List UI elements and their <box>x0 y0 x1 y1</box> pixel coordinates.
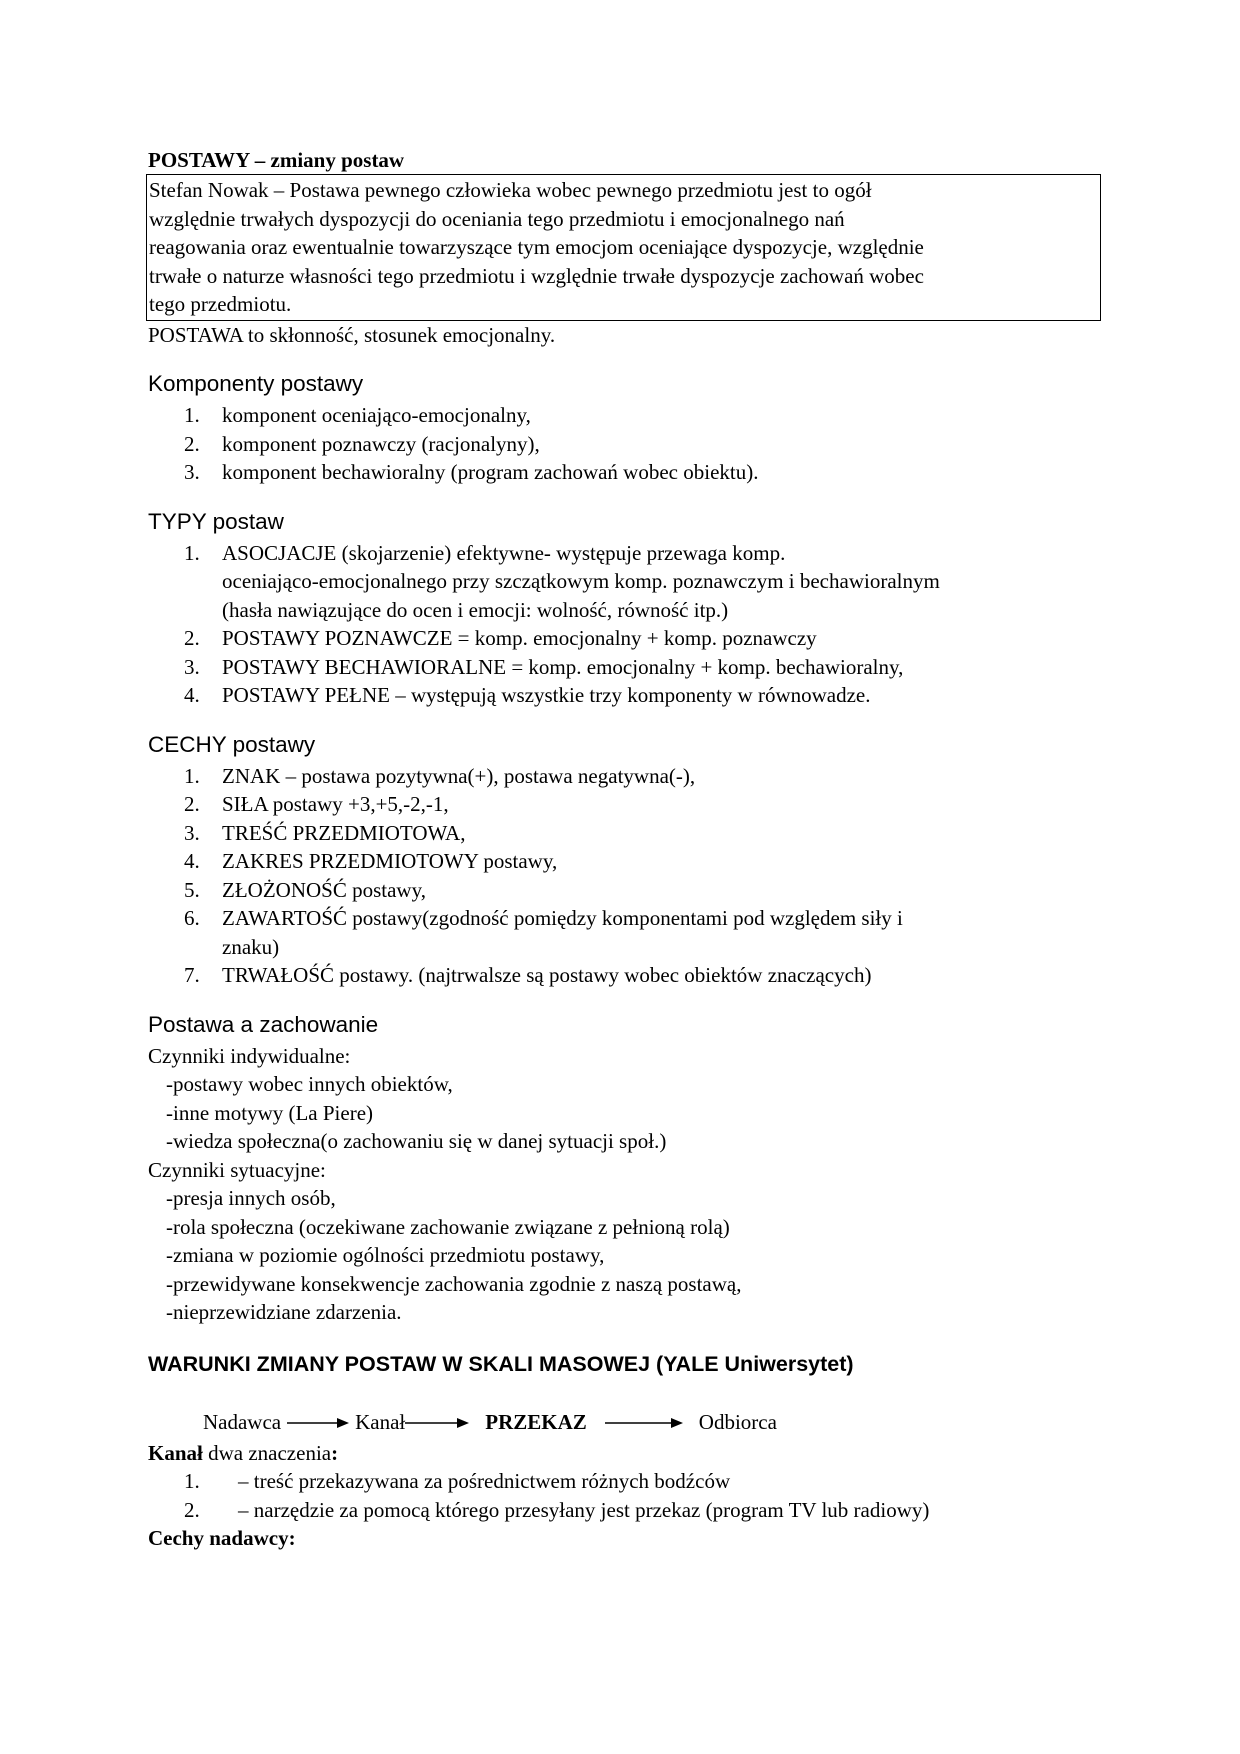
list-item <box>148 401 1108 430</box>
arrow-right-icon <box>603 1416 685 1430</box>
cechy-list <box>148 762 1108 990</box>
list-item <box>148 681 1108 710</box>
factor-item: -przewidywane konsekwencje zachowania zgodnie z naszą postawą, <box>166 1271 742 1296</box>
flow-node-przekaz: PRZEKAZ <box>485 1410 587 1435</box>
list-text: ZNAK – postawa pozytywna(+), postawa negatywna(-), <box>222 763 696 788</box>
definition-line: trwałe o naturze własności tego przedmiotu i względnie trwałe dyspozycje zachowań wobec <box>149 263 924 288</box>
postawa-definition-line: POSTAWA to skłonność, stosunek emocjonalny. <box>148 322 556 347</box>
definition-box <box>146 174 1101 321</box>
list-text: POSTAWY BECHAWIORALNE = komp. emocjonalny + komp. bechawioralny, <box>222 654 904 679</box>
list-number: 2. <box>184 626 200 650</box>
list-number: 2. <box>184 1497 200 1522</box>
list-number: 2. <box>184 431 200 456</box>
list-number: 1. <box>184 763 200 788</box>
arrow-right-icon <box>285 1416 351 1430</box>
warunki-heading: WARUNKI ZMIANY POSTAW W SKALI MASOWEJ (YALE Uniwersytet) <box>148 1351 854 1376</box>
individual-factors-label: Czynniki indywidualne: <box>148 1043 351 1068</box>
list-item <box>148 790 1108 819</box>
factor-item: -zmiana w poziomie ogólności przedmiotu postawy, <box>166 1243 605 1267</box>
list-number: 4. <box>184 683 200 707</box>
list-text: – treść przekazywana za pośrednictwem różnych bodźców <box>238 1469 731 1493</box>
list-number: 1. <box>184 540 200 565</box>
list-item <box>148 539 1108 625</box>
list-number: 1. <box>184 1469 200 1493</box>
list-number: 2. <box>184 792 200 816</box>
list-text: – narzędzie za pomocą którego przesyłany jest przekaz (program TV lub radiowy) <box>238 1497 930 1522</box>
factor-item: -rola społeczna (oczekiwane zachowanie związane z pełnioną rolą) <box>166 1214 730 1239</box>
kanal-label: Kanał <box>148 1440 203 1465</box>
factor-item: -inne motywy (La Piere) <box>166 1100 374 1125</box>
list-text: ZŁOŻONOŚĆ postawy, <box>222 877 426 902</box>
typy-list <box>148 539 1108 710</box>
flow-node-nadawca: Nadawca <box>203 1410 282 1435</box>
list-text: komponent bechawioralny (program zachowań wobec obiektu). <box>222 460 759 484</box>
list-item <box>148 458 1108 487</box>
list-text: POSTAWY PEŁNE – występują wszystkie trzy komponenty w równowadze. <box>222 683 871 707</box>
definition-line: reagowania oraz ewentualnie towarzyszące tym emocjom oceniające dyspozycje, względnie <box>149 235 924 259</box>
factor-item: -presja innych osób, <box>166 1186 336 1210</box>
list-text: TRWAŁOŚĆ postawy. (najtrwalsze są postawy wobec obiektów znaczących) <box>222 963 872 987</box>
communication-flow-diagram <box>148 1407 1108 1439</box>
list-text: (hasła nawiązujące do ocen i emocji: wolność, równość itp.) <box>222 597 729 622</box>
list-text: ZAWARTOŚĆ postawy(zgodność pomiędzy komponentami pod względem siły i <box>222 906 903 930</box>
list-item <box>148 1496 1108 1525</box>
kanal-rest: dwa znaczenia <box>202 1440 332 1465</box>
factor-item: -wiedza społeczna(o zachowaniu się w danej sytuacji społ.) <box>166 1129 667 1153</box>
list-text: oceniająco-emocjonalnego przy szczątkowym komp. poznawczym i bechawioralnym <box>222 569 940 593</box>
list-number: 6. <box>184 906 200 930</box>
definition-line: Stefan Nowak – Postawa pewnego człowieka wobec pewnego przedmiotu jest to ogół <box>149 178 872 202</box>
list-number: 5. <box>184 877 200 902</box>
arrow-right-icon <box>405 1416 471 1430</box>
list-text: komponent oceniająco-emocjonalny, <box>222 403 531 427</box>
list-item <box>148 762 1108 791</box>
situational-factors-label: Czynniki sytuacyjne: <box>148 1157 326 1182</box>
komponenty-heading: Komponenty postawy <box>148 371 364 396</box>
kanal-meanings-list <box>148 1467 1108 1524</box>
document-title: POSTAWY – zmiany postaw <box>148 148 405 172</box>
list-number: 3. <box>184 460 200 484</box>
list-item <box>148 847 1108 876</box>
list-item <box>148 430 1108 459</box>
factor-item: -nieprzewidziane zdarzenia. <box>166 1300 402 1324</box>
list-item <box>148 819 1108 848</box>
list-text: ASOCJACJE (skojarzenie) efektywne- występuje przewaga komp. <box>222 540 786 565</box>
list-item <box>148 653 1108 682</box>
list-item <box>148 624 1108 653</box>
kanal-meanings-line <box>148 1439 1108 1468</box>
list-text: TREŚĆ PRZEDMIOTOWA, <box>222 820 466 845</box>
kanal-colon: : <box>331 1440 339 1465</box>
list-text: SIŁA postawy +3,+5,-2,-1, <box>222 792 449 816</box>
document-content <box>148 146 1108 1553</box>
list-number: 3. <box>184 820 200 845</box>
list-text: znaku) <box>222 934 280 959</box>
zachowanie-heading: Postawa a zachowanie <box>148 1011 379 1037</box>
list-number: 4. <box>184 849 200 873</box>
cechy-heading: CECHY postawy <box>148 731 316 757</box>
flow-node-kanal: Kanał <box>355 1410 406 1435</box>
list-number: 3. <box>184 654 200 679</box>
list-text: komponent poznawczy (racjonalyny), <box>222 431 540 456</box>
definition-line: tego przedmiotu. <box>149 292 292 316</box>
typy-heading: TYPY postaw <box>148 508 284 534</box>
cechy-nadawcy-label: Cechy nadawcy: <box>148 1526 296 1550</box>
list-item <box>148 961 1108 990</box>
komponenty-list <box>148 401 1108 487</box>
list-item <box>148 876 1108 905</box>
flow-node-odbiorca: Odbiorca <box>698 1410 777 1435</box>
list-item <box>148 904 1108 961</box>
list-text: POSTAWY POZNAWCZE = komp. emocjonalny + komp. poznawczy <box>222 626 817 650</box>
factor-item: -postawy wobec innych obiektów, <box>166 1072 453 1096</box>
list-number: 7. <box>184 963 200 987</box>
definition-line: względnie trwałych dyspozycji do oceniania tego przedmiotu i emocjonalnego nań <box>149 206 845 231</box>
list-item <box>148 1467 1108 1496</box>
list-number: 1. <box>184 403 200 427</box>
list-text: ZAKRES PRZEDMIOTOWY postawy, <box>222 849 558 873</box>
